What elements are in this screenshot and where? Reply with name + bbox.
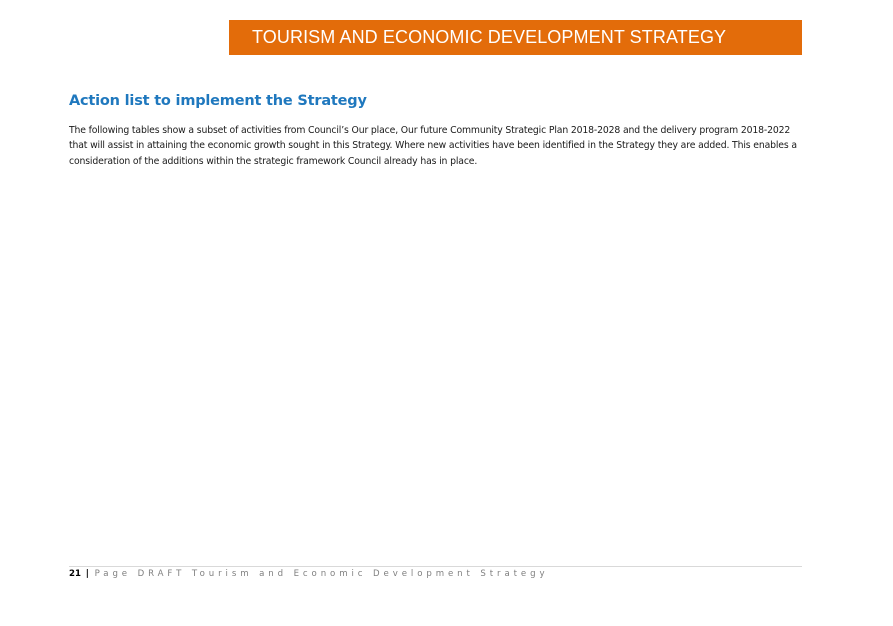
header-banner (229, 20, 802, 55)
header-banner-title: TOURISM AND ECONOMIC DEVELOPMENT STRATEGY (252, 27, 727, 47)
intro-paragraph: The following tables show a subset of activities from Council’s Our place, Our future Community Strategic Plan 2018-2028 and the delivery program 2018-2022 that will assist in attaining the economic growth sought in this Strategy. Where new activities have been identified in the Strategy they are added. This enables a consideration of the additions within the strategic framework Council already has in place. (69, 125, 797, 167)
footer-separator: | (85, 569, 89, 579)
page-footer (69, 569, 548, 579)
section-heading: Action list to implement the Strategy (69, 93, 367, 109)
footer-divider (69, 566, 802, 567)
footer-label: Page DRAFT Tourism and Economic Development Strategy (94, 569, 549, 579)
page-number: 21 (69, 569, 81, 579)
